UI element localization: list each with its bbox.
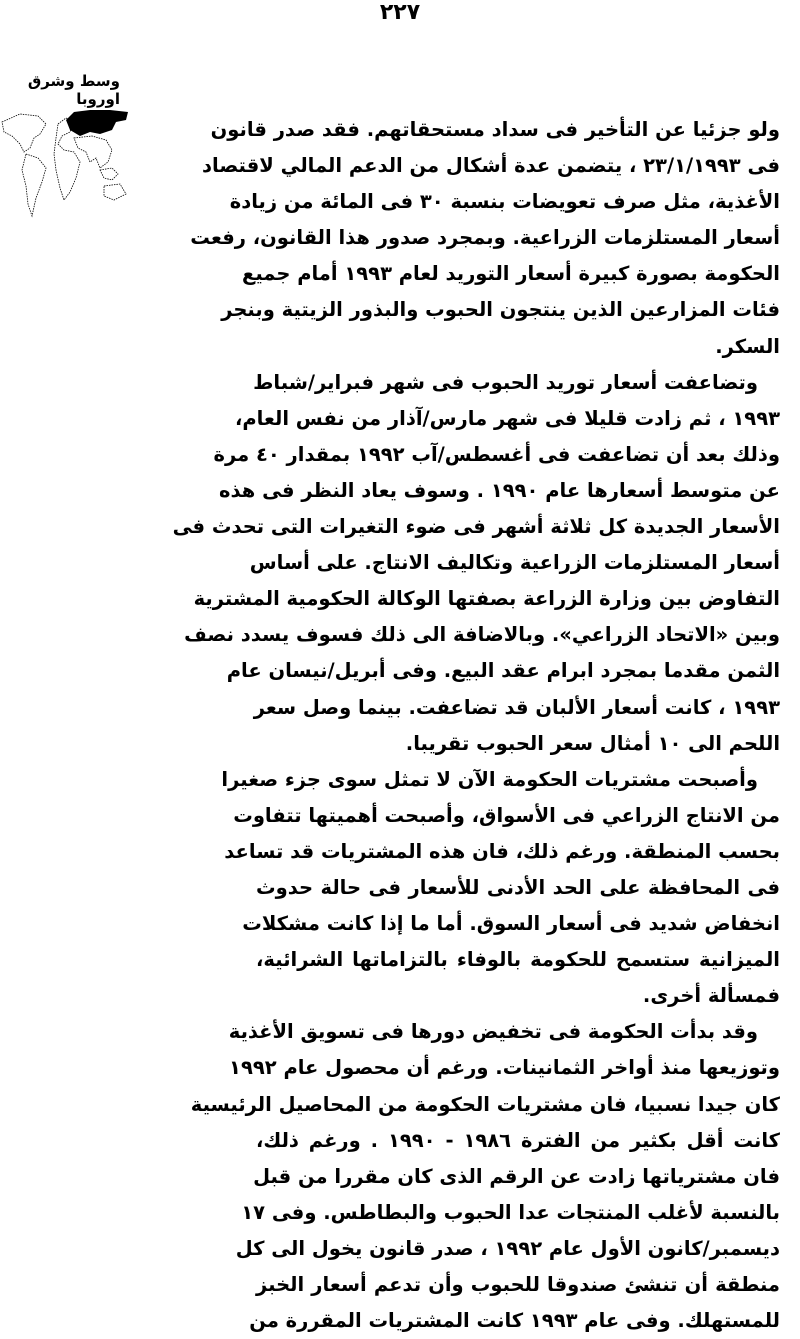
text-line: الأغذية، مثل صرف تعويضات بنسبة ٣٠ فى المائة من زيادة — [229, 190, 780, 214]
text-line: الأسعار الجديدة كل ثلاثة أشهر فى ضوء التغيرات التى تحدث فى — [172, 515, 780, 539]
text-line: أسعار المستلزمات الزراعية. وبمجرد صدور هذا القانون، رفعت — [190, 226, 780, 250]
text-line: فمسألة أخرى. — [642, 984, 780, 1008]
text-line: فئات المزارعين الذين ينتجون الحبوب والبذور الزيتية وبنجر — [221, 298, 780, 322]
text-line: انخفاض شديد فى أسعار السوق. أما ما إذا كانت مشكلات — [242, 912, 780, 936]
text-line: الميزانية ستسمح للحكومة بالوفاء بالتزاماتها الشرائية، — [256, 948, 780, 972]
text-line: بحسب المنطقة. ورغم ذلك، فان هذه المشتريات قد تساعد — [224, 839, 780, 863]
text-line: وأصبحت مشتريات الحكومة الآن لا تمثل سوى جزء صغيرا — [221, 767, 758, 791]
text-line: كانت أقل بكثير من الفترة ١٩٨٦ - ١٩٩٠ . ورغم ذلك، — [256, 1128, 780, 1152]
text-line: منطقة أن تنشئ صندوقا للحبوب وأن تدعم أسعار الخبز — [256, 1273, 780, 1296]
text-line: وتوزيعها منذ أواخر الثمانينات. ورغم أن محصول عام ١٩٩٢ — [229, 1056, 780, 1080]
text-line: الحكومة بصورة كبيرة أسعار التوريد لعام ١٩٩٣ أمام جميع — [242, 262, 780, 286]
body-text — [172, 112, 780, 1339]
text-line: أسعار المستلزمات الزراعية وتكاليف الانتاج. على أساس — [249, 551, 780, 575]
text-line: للمستهلك. وفى عام ١٩٩٣ كانت المشتريات المقررة من — [249, 1309, 780, 1333]
text-line: وبين «الاتحاد الزراعي». وبالاضافة الى ذلك فسوف يسدد نصف — [184, 623, 780, 647]
text-line: ديسمبر/كانون الأول عام ١٩٩٢ ، صدر قانون يخول الى كل — [235, 1236, 780, 1260]
text-line: فان مشترياتها زادت عن الرقم الذى كان مقررا من قبل — [253, 1164, 780, 1188]
text-line: اللحم الى ١٠ أمثال سعر الحبوب تقريبا. — [405, 731, 780, 755]
text-line: وقد بدأت الحكومة فى تخفيض دورها فى تسويق الأغذية — [228, 1020, 758, 1044]
text-line: كان جيدا نسبيا، فان مشتريات الحكومة من المحاصيل الرئيسية — [190, 1092, 780, 1116]
text-line: التفاوض بين وزارة الزراعة بصفتها الوكالة الحكومية المشترية — [193, 587, 780, 611]
text-line: ١٩٩٣ ، ثم زادت قليلا فى شهر مارس/آذار من نفس العام، — [234, 406, 780, 430]
text-line: السكر. — [715, 334, 780, 358]
page-number: ٢٢٧ — [379, 0, 421, 25]
text-line: بالنسبة لأغلب المنتجات عدا الحبوب والبطاطس. وفى ١٧ — [241, 1200, 780, 1224]
text-line: من الانتاج الزراعي فى الأسواق، وأصبحت أهميتها تتفاوت — [233, 803, 780, 827]
text-line: ولو جزئيا عن التأخير فى سداد مستحقاتهم. فقد صدر قانون — [210, 118, 780, 141]
text-line: وتضاعفت أسعار توريد الحبوب فى شهر فبراير/شباط — [253, 370, 758, 394]
text-line: ١٩٩٣ ، كانت أسعار الألبان قد تضاعفت. بينما وصل سعر — [253, 695, 780, 719]
section-title: وسط وشرق اوروبا — [27, 72, 120, 108]
world-map-icon — [0, 108, 132, 220]
text-line: عن متوسط أسعارها عام ١٩٩٠ . وسوف يعاد النظر فى هذه — [218, 478, 780, 502]
text-line: الثمن مقدما بمجرد ابرام عقد البيع. وفى أبريل/نيسان عام — [226, 659, 780, 683]
text-line: وذلك بعد أن تضاعفت فى أغسطس/آب ١٩٩٢ بمقدار ٤٠ مرة — [213, 442, 780, 466]
text-line: فى ٢٣/١/١٩٩٣ ، يتضمن عدة أشكال من الدعم المالي لاقتصاد — [202, 154, 780, 178]
text-line: فى المحافظة على الحد الأدنى للأسعار فى حالة حدوث — [256, 875, 780, 899]
